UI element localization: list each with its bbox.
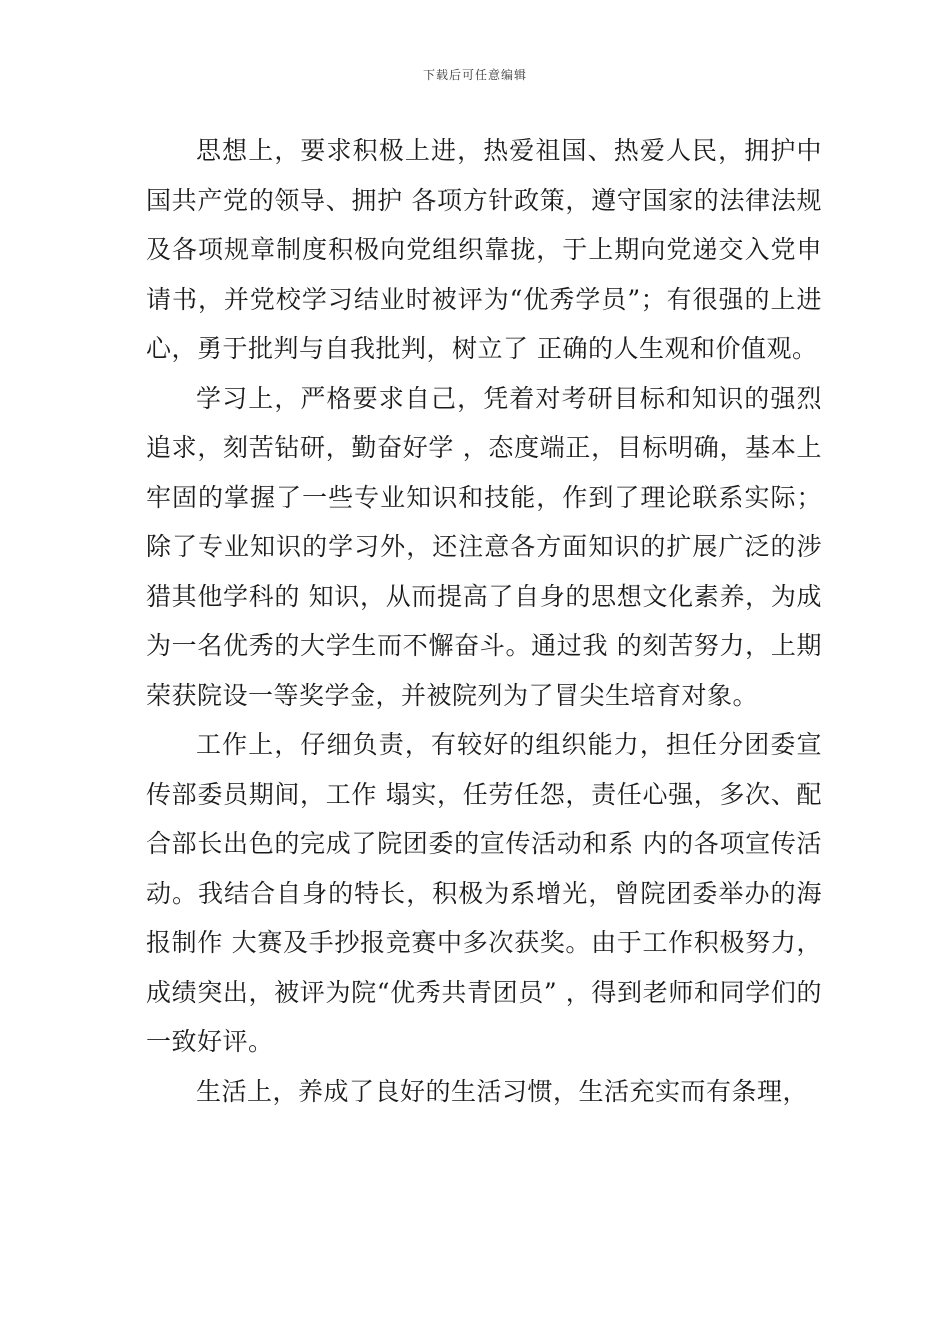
header-note: 下载后可任意编辑: [422, 68, 527, 82]
document-body: [146, 126, 822, 1116]
paragraph-life: 生活上，养成了良好的生活习惯，生活充实而有条理，: [196, 1076, 809, 1106]
paragraph-study: 学习上，严格要求自己，凭着对考研目标和知识的强烈追求，刻苦钻研，勤奋好学 ，态度端正，目标明确，基本上牢固的掌握了一些专业知识和技能，作到了理论联系实际；除了专业知识的学习外，还注意各方面知识的扩展广泛的涉猎其他学科的 知识，从而提高了自身的思想文化素养，为成为一名优秀的大学生而不懈奋斗。通过我 的刻苦努力，上期荣获院设一等奖学金，并被院列为了冒尖生培育对象。: [146, 383, 822, 710]
paragraph-work: 工作上，仔细负责，有较好的组织能力，担任分团委宣传部委员期间，工作 塌实，任劳任怨，责任心强，多次、配合部长出色的完成了院团委的宣传活动和系 内的各项宣传活动。我结合自身的特长，积极为系增光，曾院团委举办的海报制作 大赛及手抄报竞赛中多次获奖。由于工作积极努力，成绩突出，被评为院“优秀共青团员” ，得到老师和同学们的一致好评。: [146, 730, 822, 1056]
paragraph-ideology: 思想上，要求积极上进，热爱祖国、热爱人民，拥护中国共产党的领导、拥护 各项方针政策，遵守国家的法律法规及各项规章制度积极向党组织靠拢，于上期向党递交入党申请书，并党校学习结业时被评为“优秀学员”；有很强的上进心，勇于批判与自我批判，树立了 正确的人生观和价值观。: [146, 136, 822, 363]
